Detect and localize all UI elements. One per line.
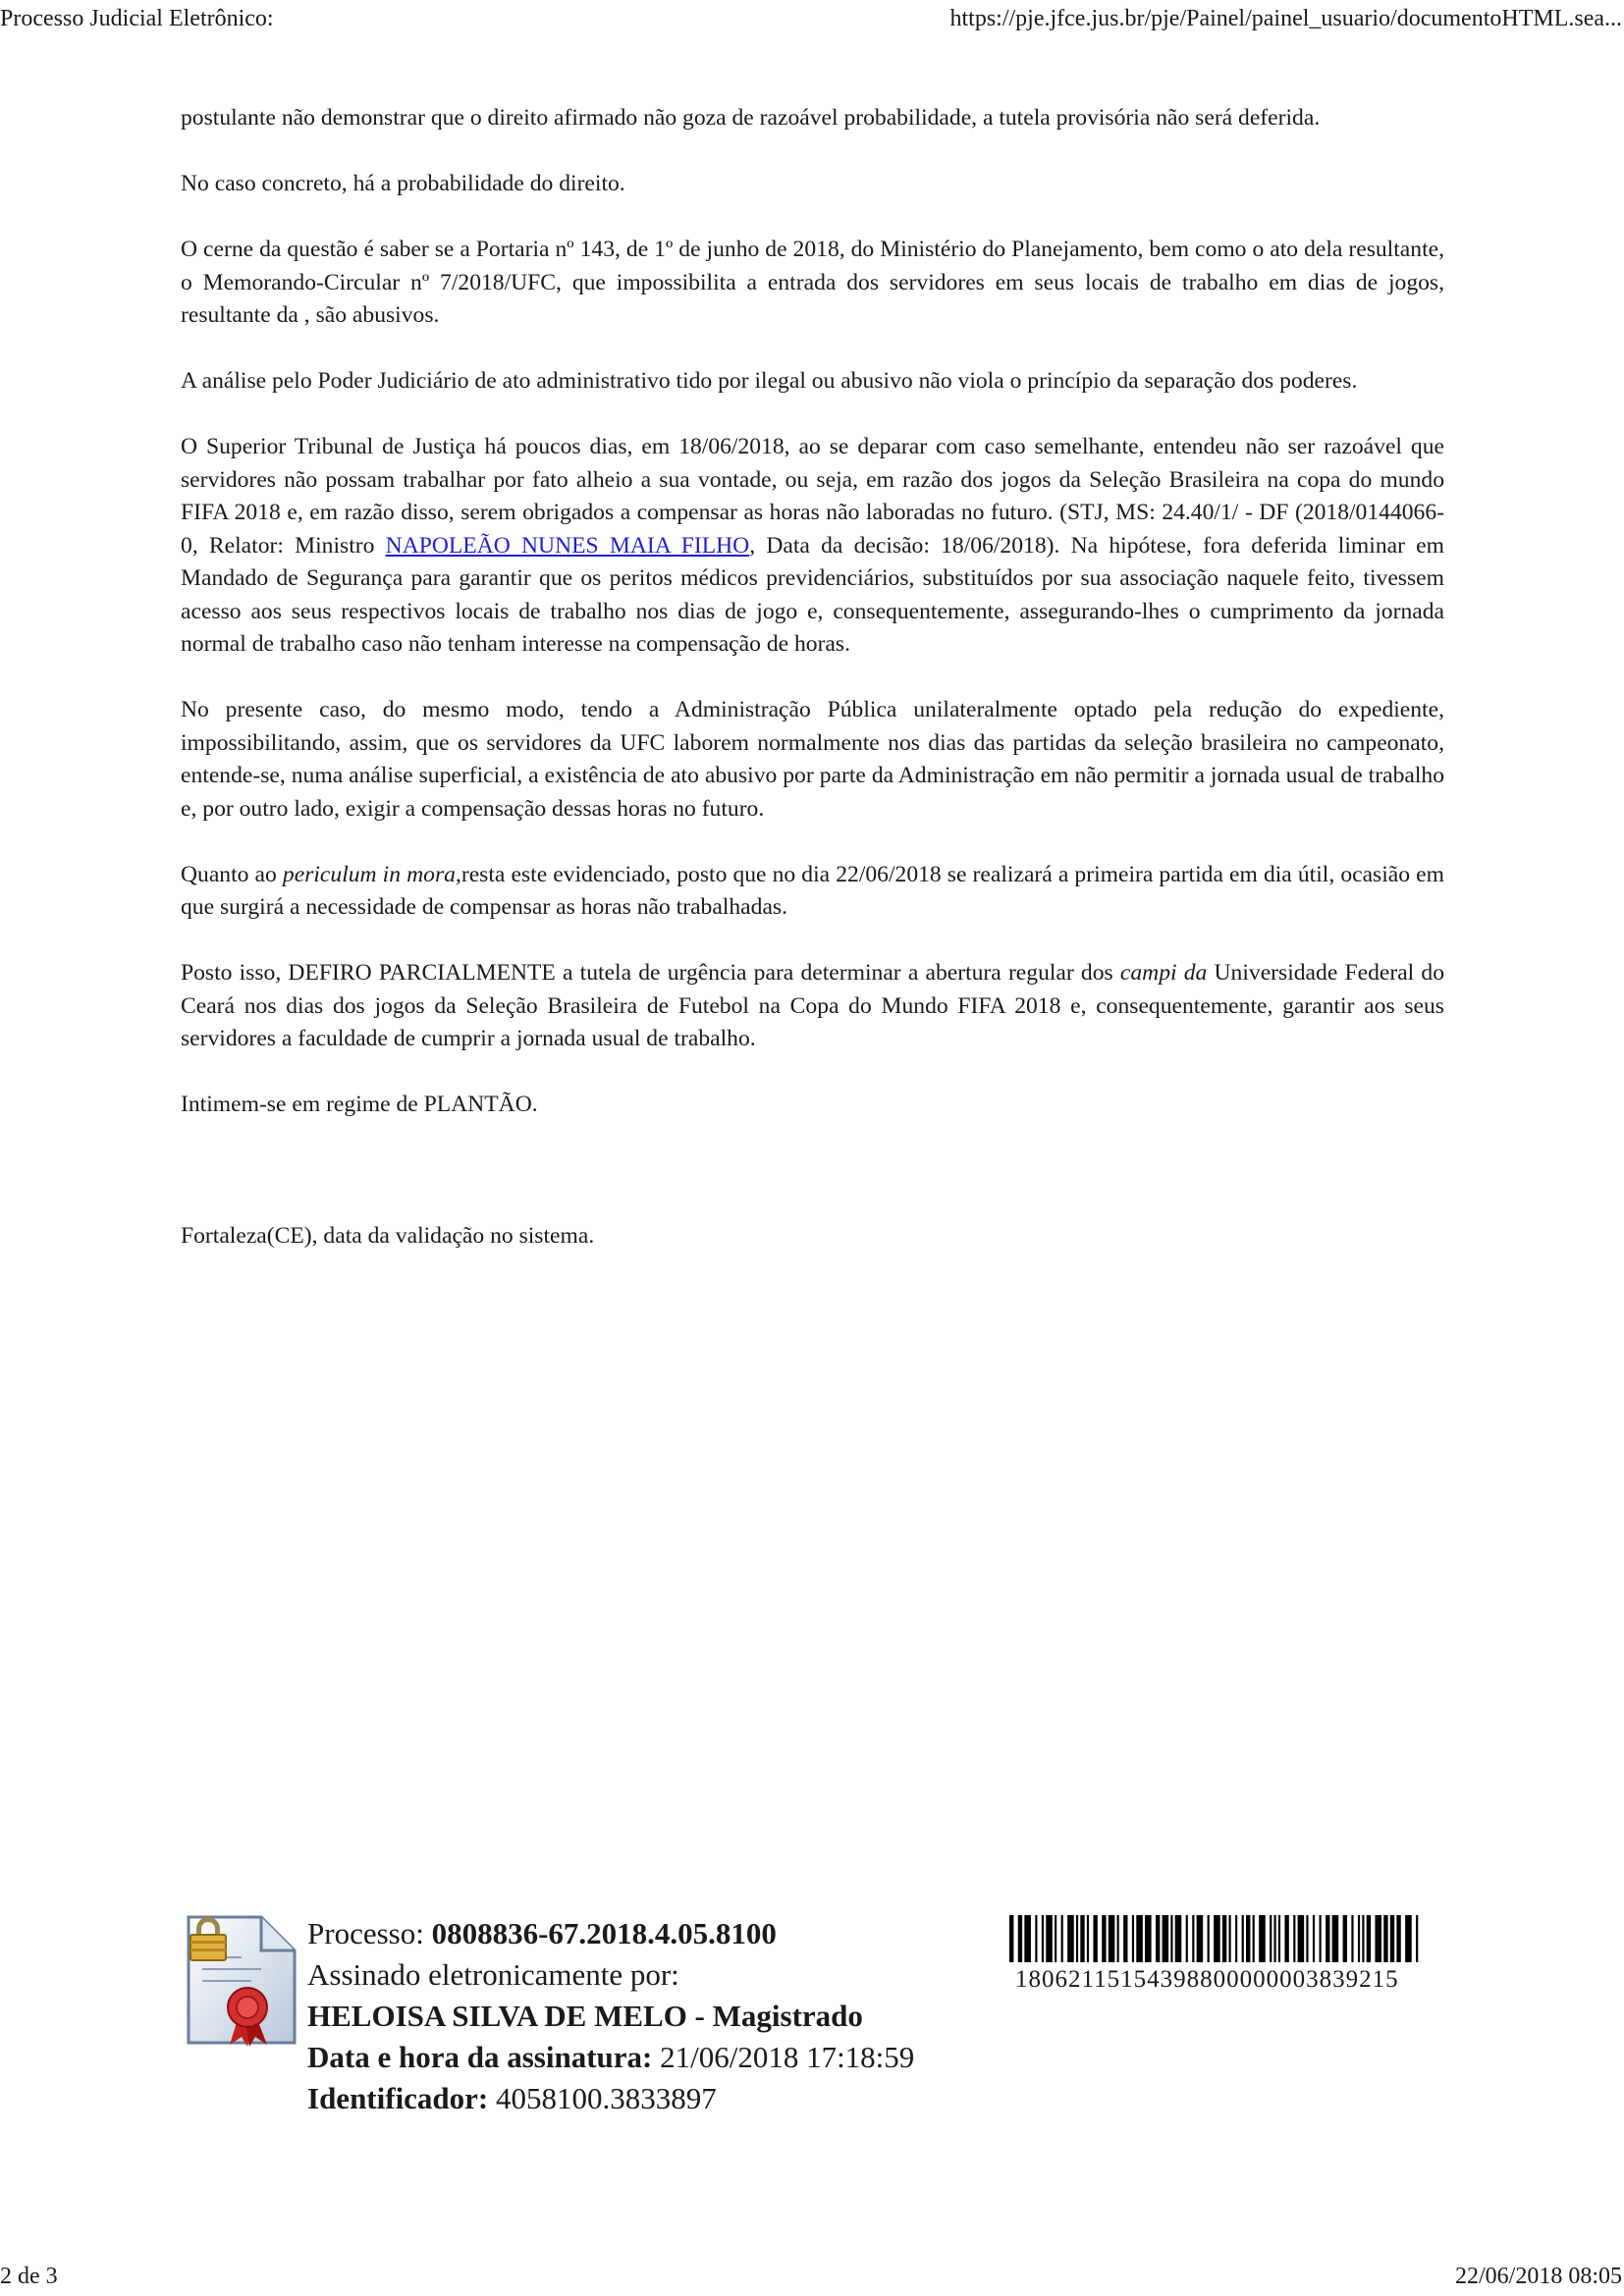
paragraph-5-text-b: , Data da decisão: 18/06/2018). Na hipótese, fora deferida liminar em Mandado de Segurança para garantir que os peritos médicos previdenciários, substituídos por sua associação naquele feito, tivessem acesso aos seus respectivos locais de trabalho nos dias de jogo e, consequentemente, assegurando-lhes o cumprimento da jornada normal de trabalho caso não tenham interesse na compensação de horas. xyxy=(181,532,1444,657)
barcode-bar xyxy=(1326,1915,1329,1962)
barcode-bar xyxy=(1222,1915,1226,1962)
paragraph-7-italic: periculum in mora xyxy=(282,861,456,887)
barcode-bar xyxy=(1375,1915,1381,1962)
barcode-bar xyxy=(1358,1915,1360,1962)
barcode-bar xyxy=(1351,1915,1353,1962)
barcode-bar xyxy=(1186,1915,1188,1962)
print-datetime: 22/06/2018 08:05 xyxy=(1454,2264,1622,2289)
barcode-bar xyxy=(1235,1915,1237,1962)
paragraph-1: postulante não demonstrar que o direito afirmado não goza de razoável probabilidade, a tutela provisória não será deferida. xyxy=(181,105,1321,131)
page-number: 2 de 3 xyxy=(0,2264,58,2289)
barcode-bar xyxy=(1246,1915,1250,1962)
process-number: 0808836-67.2018.4.05.8100 xyxy=(431,1916,777,1950)
barcode-bar xyxy=(1055,1915,1056,1962)
barcode-bar xyxy=(1009,1915,1013,1962)
barcode-bar xyxy=(1228,1915,1230,1962)
paragraph-7-text-b: ,resta este evidenciado, posto que no dia 22/06/2018 se realizará a primeira partida em dia útil, ocasião em que surgirá a necessidade de compensar as horas não trabalhadas. xyxy=(181,861,1444,920)
signer-name: HELOISA SILVA DE MELO - Magistrado xyxy=(307,1999,863,2033)
barcode-bar xyxy=(1273,1915,1275,1962)
barcode-bar xyxy=(1046,1915,1053,1962)
barcode-bar xyxy=(1416,1915,1418,1962)
barcode-bar xyxy=(1214,1915,1220,1962)
signed-document-icon xyxy=(183,1913,298,2047)
barcode-bar xyxy=(1080,1915,1084,1962)
signature-date-label: Data e hora da assinatura: xyxy=(307,2040,661,2074)
process-label: Processo: xyxy=(307,1916,432,1950)
paragraph-5 xyxy=(181,431,1444,662)
barcode-bar xyxy=(1242,1915,1244,1962)
barcode-bar xyxy=(1253,1915,1255,1962)
signature-date-line xyxy=(307,2037,914,2078)
barcode-bar xyxy=(1175,1915,1182,1962)
barcode-bar xyxy=(1298,1915,1305,1962)
barcode xyxy=(1005,1915,1441,1962)
barcode-bar xyxy=(1284,1915,1288,1962)
barcode-bar xyxy=(1109,1915,1115,1962)
signature-date-value: 21/06/2018 17:18:59 xyxy=(660,2040,915,2074)
signature-block xyxy=(183,1913,1459,2129)
paragraph-8-text-a: Posto isso, DEFIRO PARCIALMENTE a tutela de urgência para determinar a abertura regular dos xyxy=(181,960,1120,986)
identifier-line xyxy=(307,2078,914,2119)
barcode-bar xyxy=(1383,1915,1387,1962)
paragraph-5-text-a: O Superior Tribunal de Justiça há poucos dias, em 18/06/2018, ao se deparar com caso semelhante, entendeu não ser razoável que servidores não possam trabalhar por fato alheio a sua vontade, ou seja, em razão dos jogos da Seleção Brasileira na copa do mundo FIFA 2018 e, em razão disso, serem obrigados a compensar as horas não laboradas no futuro. (STJ, MS: 24.40/1/ - DF (2018/0144066-0, Relator: Ministro xyxy=(181,434,1444,559)
paragraph-2: No caso concreto, há a probabilidade do direito. xyxy=(181,171,625,196)
barcode-bar xyxy=(1320,1915,1322,1962)
barcode-bar xyxy=(1163,1915,1169,1962)
document-body xyxy=(181,102,1444,1286)
paragraph-7 xyxy=(181,859,1444,925)
barcode-bar xyxy=(1278,1915,1280,1962)
barcode-bar xyxy=(1132,1915,1134,1962)
barcode-bar xyxy=(1117,1915,1119,1962)
barcode-bar xyxy=(1136,1915,1143,1962)
paragraph-10: Fortaleza(CE), data da validação no sistema. xyxy=(181,1222,595,1249)
signed-by-label: Assinado eletronicamente por: xyxy=(307,1957,679,1992)
minister-link[interactable]: NAPOLEÃO NUNES MAIA FILHO xyxy=(385,532,750,559)
barcode-bar xyxy=(1192,1915,1194,1962)
barcode-bar xyxy=(1396,1915,1400,1962)
barcode-bar xyxy=(1018,1915,1022,1962)
barcode-bar xyxy=(1093,1915,1097,1962)
paragraph-8-text-b: Universidade Federal do Ceará nos dias dos jogos da Seleção Brasileira de Futebol na Copa do Mundo FIFA 2018 e, consequentemente, garantir aos seus servidores a faculdade de cumprir a jornada usual de trabalho. xyxy=(181,960,1445,1051)
barcode-bar xyxy=(1076,1915,1078,1962)
signature-text xyxy=(307,1913,914,2119)
barcode-bar xyxy=(1035,1915,1037,1962)
barcode-bar xyxy=(1259,1915,1266,1962)
process-line xyxy=(307,1913,914,1954)
barcode-bar xyxy=(1313,1915,1315,1962)
barcode-bar xyxy=(1362,1915,1364,1962)
barcode-bar xyxy=(1123,1915,1127,1962)
paragraph-3: O cerne da questão é saber se a Portaria nº 143, de 1º de junho de 2018, do Ministério do Planejamento, bem como o ato dela resultante, o Memorando-Circular nº 7/2018/UFC, que impossibilita a entrada dos servidores em seus locais de trabalho em dias de jogos, resultante da , são abusivos. xyxy=(181,237,1444,328)
barcode-bar xyxy=(1197,1915,1204,1962)
paragraph-7-text-a: Quanto ao xyxy=(181,861,283,887)
paragraph-8-italic: campi da xyxy=(1119,960,1208,986)
barcode-number: 18062115154398800000003839215 xyxy=(1015,1966,1399,1993)
barcode-bar xyxy=(1306,1915,1308,1962)
paragraph-6: No presente caso, do mesmo modo, tendo a Administração Pública unilateralmente optado pela redução do expediente, impossibilitando, assim, que os servidores da UFC laborem normalmente nos dias das partidas da seleção brasileira no campeonato, entende-se, numa análise superficial, a existência de ato abusivo por parte da Administração em não permitir a jornada usual de trabalho e, por outro lado, exigir a compensação dessas horas no futuro. xyxy=(181,697,1444,822)
header-title: Processo Judicial Eletrônico: xyxy=(0,6,274,31)
barcode-bar xyxy=(1293,1915,1295,1962)
identifier-label: Identificador: xyxy=(307,2081,497,2115)
paragraph-4: A análise pelo Poder Judiciário de ato administrativo tido por ilegal ou abusivo não viola o princípio da separação dos poderes. xyxy=(181,368,1358,394)
barcode-bar xyxy=(1067,1915,1074,1962)
barcode-bar xyxy=(1087,1915,1089,1962)
barcode-bar xyxy=(1343,1915,1347,1962)
barcode-bar xyxy=(1390,1915,1394,1962)
barcode-bar xyxy=(1332,1915,1339,1962)
barcode-bar xyxy=(1145,1915,1152,1962)
header-url: https://pje.jfce.jus.br/pje/Painel/painel_usuario/documentoHTML.sea... xyxy=(949,6,1622,31)
paragraph-9: Intimem-se em regime de PLANTÃO. xyxy=(181,1092,538,1117)
barcode-bar xyxy=(1042,1915,1044,1962)
barcode-bar xyxy=(1270,1915,1272,1962)
signer-line xyxy=(307,1996,914,2037)
barcode-bar xyxy=(1102,1915,1106,1962)
identifier-value: 4058100.3833897 xyxy=(496,2081,717,2115)
barcode-bar xyxy=(1405,1915,1412,1962)
barcode-bar xyxy=(1170,1915,1172,1962)
barcode-bar xyxy=(1156,1915,1160,1962)
barcode-bar xyxy=(1367,1915,1371,1962)
barcode-bar xyxy=(1208,1915,1210,1962)
barcode-bar xyxy=(1061,1915,1063,1962)
paragraph-8 xyxy=(181,957,1444,1056)
barcode-bar xyxy=(1024,1915,1031,1962)
